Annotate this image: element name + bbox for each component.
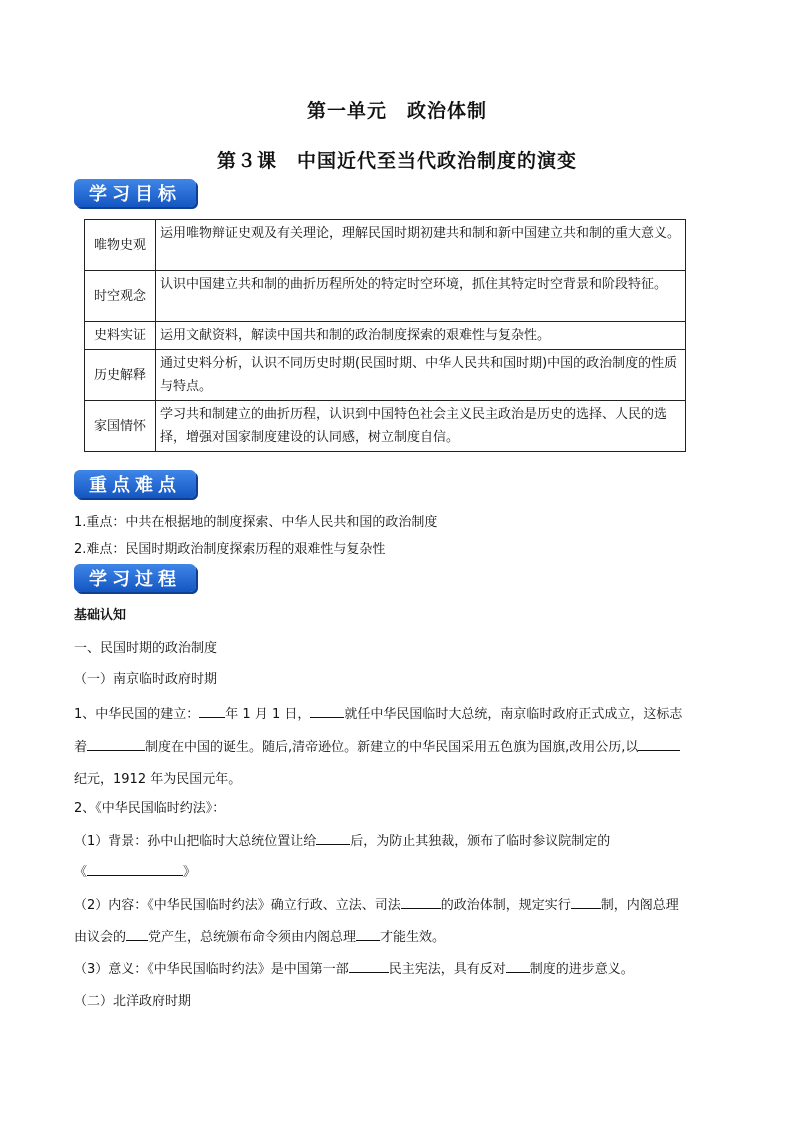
question-text: 制度在中国的诞生。随后,清帝逊位。新建立的中华民国采用五色旗为国旗,改用公历,以 xyxy=(145,740,639,755)
question-line xyxy=(74,830,724,849)
question-text: 后，为防止其独裁，颁布了临时参议院制定的 xyxy=(350,834,611,849)
question-text: （2）内容：《中华民国临时约法》确立行政、立法、司法 xyxy=(74,898,401,913)
question-text: 由议会的 xyxy=(74,930,127,945)
table-row xyxy=(85,271,686,322)
learning-goals-badge: 学习目标 xyxy=(74,179,196,207)
goal-key: 史料实证 xyxy=(85,322,156,350)
question-text: （3）意义：《中华民国临时约法》是中国第一部 xyxy=(74,962,349,977)
key-points-badge: 重点难点 xyxy=(74,470,196,498)
question-text: 民主宪法，具有反对 xyxy=(388,962,506,977)
fill-blank[interactable] xyxy=(349,960,389,973)
goal-text: 运用唯物辩证史观及有关理论，理解民国时期初建共和制和新中国建立共和制的重大意义。 xyxy=(156,220,686,271)
fill-blank[interactable] xyxy=(87,863,183,876)
fill-blank[interactable] xyxy=(310,705,344,718)
question-text: 才能生效。 xyxy=(380,930,446,945)
fill-blank[interactable] xyxy=(571,896,601,909)
question-line xyxy=(74,926,724,945)
learning-process-badge: 学习过程 xyxy=(74,564,196,592)
subsection-heading: （二）北洋政府时期 xyxy=(74,994,192,1009)
question-text: （1）背景：孙中山把临时大总统位置让给 xyxy=(74,834,317,849)
unit-title: 第一单元 政治体制 xyxy=(306,100,487,122)
goal-text: 认识中国建立共和制的曲折历程所处的特定时空环境，抓住其特定时空背景和阶段特征。 xyxy=(156,271,686,322)
question-line: 2、《中华民国临时约法》： xyxy=(74,801,226,816)
learning-goals-table xyxy=(84,219,686,452)
question-text: 制度的进步意义。 xyxy=(529,962,634,977)
fill-blank[interactable] xyxy=(356,928,380,941)
question-text: 《 xyxy=(74,865,88,880)
question-text: 着 xyxy=(74,740,88,755)
goal-key: 家国情怀 xyxy=(85,401,156,452)
table-row xyxy=(85,220,686,271)
goal-key: 唯物史观 xyxy=(85,220,156,271)
question-text: 年 1 月 1 日， xyxy=(225,707,311,722)
section-heading: 一、民国时期的政治制度 xyxy=(74,641,218,656)
basic-knowledge-heading: 基础认知 xyxy=(74,608,127,623)
goal-text: 通过史料分析，认识不同历史时期(民国时期、中华人民共和国时期)中国的政治制度的性质与特点。 xyxy=(156,350,686,401)
question-text: 》 xyxy=(183,865,197,880)
lesson-title: 第３课 中国近代至当代政治制度的演变 xyxy=(216,150,577,172)
subsection-heading: （一）南京临时政府时期 xyxy=(74,672,218,687)
fill-blank[interactable] xyxy=(638,738,680,751)
question-text: 的政治体制，规定实行 xyxy=(440,898,571,913)
fill-blank[interactable] xyxy=(506,960,530,973)
question-text: 制，内阁总理 xyxy=(600,898,679,913)
question-line xyxy=(74,703,724,722)
table-row xyxy=(85,322,686,350)
question-line xyxy=(74,861,724,880)
question-line xyxy=(74,736,724,755)
fill-blank[interactable] xyxy=(199,705,225,718)
question-line xyxy=(74,894,724,913)
difficult-point: 2.难点：民国时期政治制度探索历程的艰难性与复杂性 xyxy=(74,542,386,557)
fill-blank[interactable] xyxy=(401,896,441,909)
goal-text: 运用文献资料，解读中国共和制的政治制度探索的艰难性与复杂性。 xyxy=(156,322,686,350)
question-text: 1、中华民国的建立： xyxy=(74,707,200,722)
question-line xyxy=(74,958,724,977)
fill-blank[interactable] xyxy=(316,832,350,845)
question-text: 就任中华民国临时大总统，南京临时政府正式成立，这标志 xyxy=(344,707,683,722)
fill-blank[interactable] xyxy=(126,928,148,941)
table-row xyxy=(85,350,686,401)
goal-key: 历史解释 xyxy=(85,350,156,401)
goal-key: 时空观念 xyxy=(85,271,156,322)
key-point: 1.重点：中共在根据地的制度探索、中华人民共和国的政治制度 xyxy=(74,515,438,530)
goal-text: 学习共和制建立的曲折历程，认识到中国特色社会主义民主政治是历史的选择、人民的选择，增强对国家制度建设的认同感，树立制度自信。 xyxy=(156,401,686,452)
fill-blank[interactable] xyxy=(87,738,145,751)
question-line: 纪元，1912 年为民国元年。 xyxy=(74,772,242,787)
table-row xyxy=(85,401,686,452)
question-text: 党产生，总统颁布命令须由内阁总理 xyxy=(148,930,357,945)
